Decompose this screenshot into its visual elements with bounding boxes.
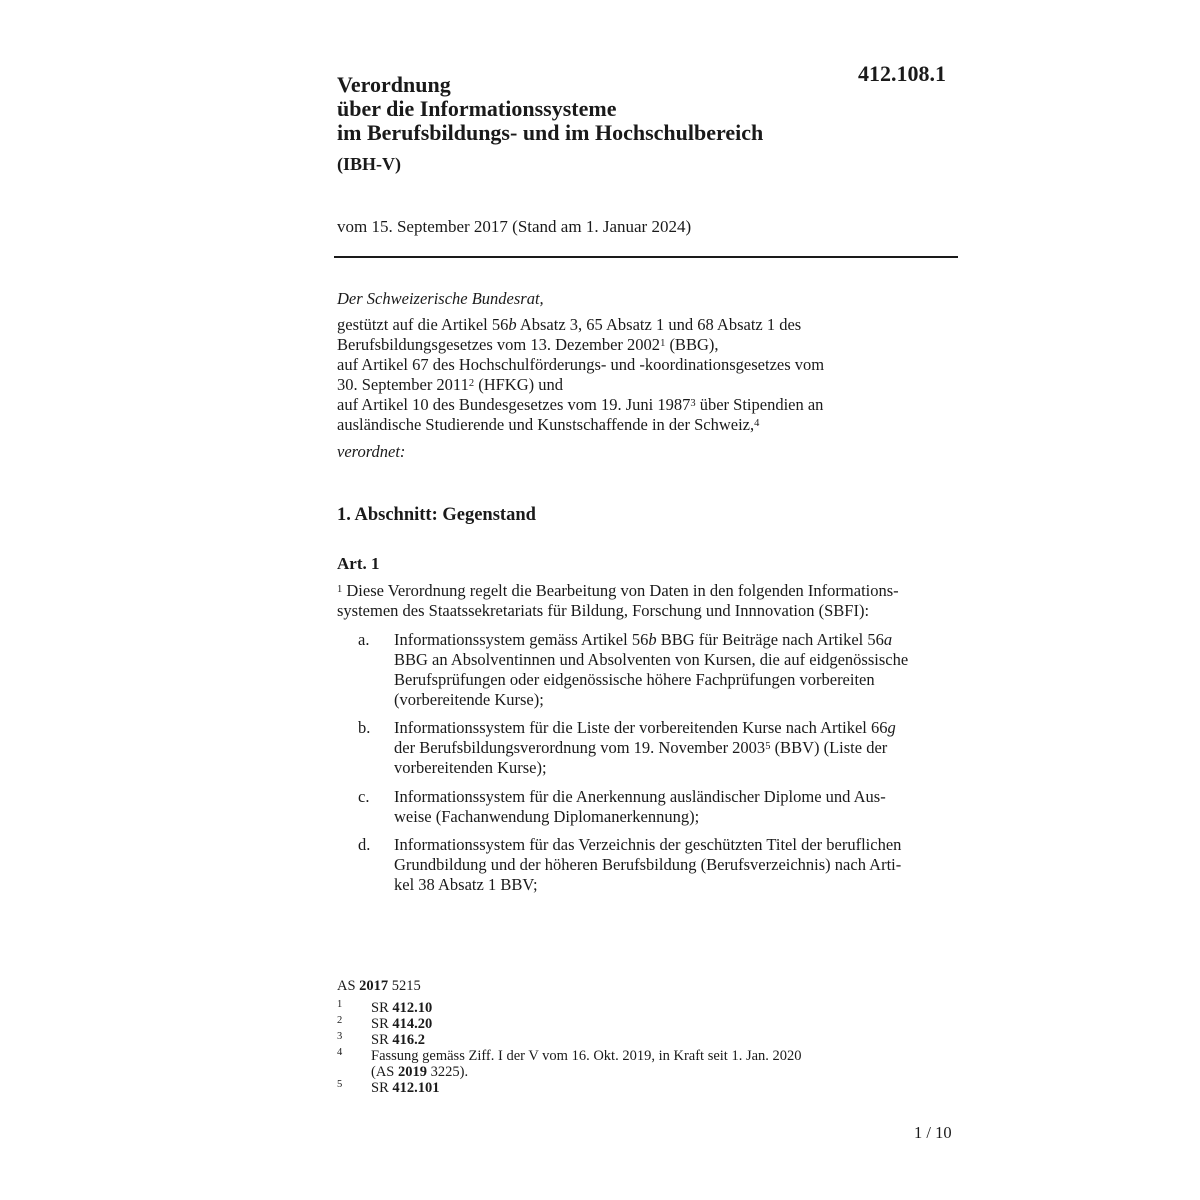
list-letter: a.	[358, 630, 370, 649]
preamble-line: ausländische Studierende und Kunstschaffende in der Schweiz,$^4$	[337, 415, 760, 434]
list-item	[337, 787, 955, 827]
list-text: Informationssystem gemäss Artikel 56b BBG für Beiträge nach Artikel 56a BBG an Absolventinnen und Absolventen von Kursen, die auf eidgenössische Berufsprüfungen oder eidgenössische höhere Fachprüfungen vorbereiten (vorbereitende Kurse);	[394, 630, 909, 709]
footnote-ref[interactable]: 3	[690, 398, 696, 409]
official-source: AS 2017 5215	[337, 978, 421, 994]
footnote-number: 1	[337, 999, 343, 1010]
article-intro	[337, 581, 955, 621]
sr-number: 412.108.1	[858, 61, 946, 86]
footnote: 2 SR 414.20	[337, 1015, 433, 1032]
list-letter: c.	[358, 787, 370, 806]
preamble-line: 30. September 2011$^2$ (HFKG) und	[337, 375, 563, 394]
preamble-line: auf Artikel 10 des Bundesgesetzes vom 19. Juni 1987$^3$ über Stipendien an	[337, 395, 824, 414]
list-item	[337, 630, 955, 710]
preamble-line: auf Artikel 67 des Hochschulförderungs- und -koordinationsgesetzes vom	[337, 355, 825, 374]
preamble-issuer: Der Schweizerische Bundesrat,	[337, 289, 544, 308]
list-text: Informationssystem für die Liste der vorbereitenden Kurse nach Artikel 66g der Berufsbildungsverordnung vom 19. November 2003$^5$ (BBV) (Liste der vorbereitenden Kurse);	[394, 718, 896, 777]
ordinance-abbreviation: (IBH-V)	[337, 154, 401, 174]
footnote-ref[interactable]: 1	[660, 338, 666, 349]
list-letter: d.	[358, 835, 371, 854]
list-text: Informationssystem für die Anerkennung ausländischer Diplome und Aus- weise (Fachanwendung Diplomanerkennung);	[394, 787, 886, 826]
list-text: Informationssystem für das Verzeichnis der geschützten Titel der beruflichen Grundbildung und der höheren Berufsbildung (Berufsverzeichnis) nach Arti- kel 38 Absatz 1 BBV;	[394, 835, 902, 894]
preamble-basis	[337, 315, 937, 435]
footnote-number: 5	[337, 1079, 343, 1090]
list-letter: b.	[358, 718, 371, 737]
section-heading: 1. Abschnitt: Gegenstand	[337, 505, 536, 525]
footnote-ref[interactable]: 5	[765, 741, 771, 752]
footnote: 3 SR 416.2	[337, 1031, 425, 1048]
preamble-verb: verordnet:	[337, 442, 406, 461]
title-divider	[334, 256, 958, 258]
preamble-line: gestützt auf die Artikel 56b Absatz 3, 65 Absatz 1 und 68 Absatz 1 des	[337, 315, 802, 334]
article-heading: Art. 1	[337, 554, 380, 573]
footnote: 1 SR 412.10	[337, 999, 433, 1016]
footnote-ref[interactable]: 2	[468, 378, 475, 389]
footnote-number: 2	[337, 1015, 343, 1026]
list-item	[337, 835, 955, 895]
paragraph-number: 1	[337, 584, 343, 595]
intro-line: $^1$ Diese Verordnung regelt die Bearbeitung von Daten in den folgenden Informations-	[337, 581, 899, 600]
intro-line: systemen des Staatssekretariats für Bildung, Forschung und Innnovation (SBFI):	[337, 601, 870, 620]
date-line: vom 15. September 2017 (Stand am 1. Januar 2024)	[337, 217, 692, 236]
title-line: im Berufsbildungs- und im Hochschulbereich	[337, 120, 764, 145]
footnote: 5 SR 412.101	[337, 1079, 440, 1096]
footnote: 4 Fassung gemäss Ziff. I der V vom 16. Okt. 2019, in Kraft seit 1. Jan. 2020 (AS 2019 3225).	[337, 1047, 802, 1080]
footnote-ref[interactable]: 4	[754, 418, 760, 429]
title-line: über die Informationssysteme	[337, 96, 617, 121]
preamble-line: Berufsbildungsgesetzes vom 13. Dezember 2002$^1$ (BBG),	[337, 335, 719, 354]
ordinance-title	[337, 73, 877, 145]
list-item	[337, 718, 955, 778]
title-line: Verordnung	[337, 72, 451, 97]
footnote-number: 4	[337, 1047, 343, 1058]
page-number: 1 / 10	[914, 1123, 952, 1142]
footnote-number: 3	[337, 1031, 343, 1042]
